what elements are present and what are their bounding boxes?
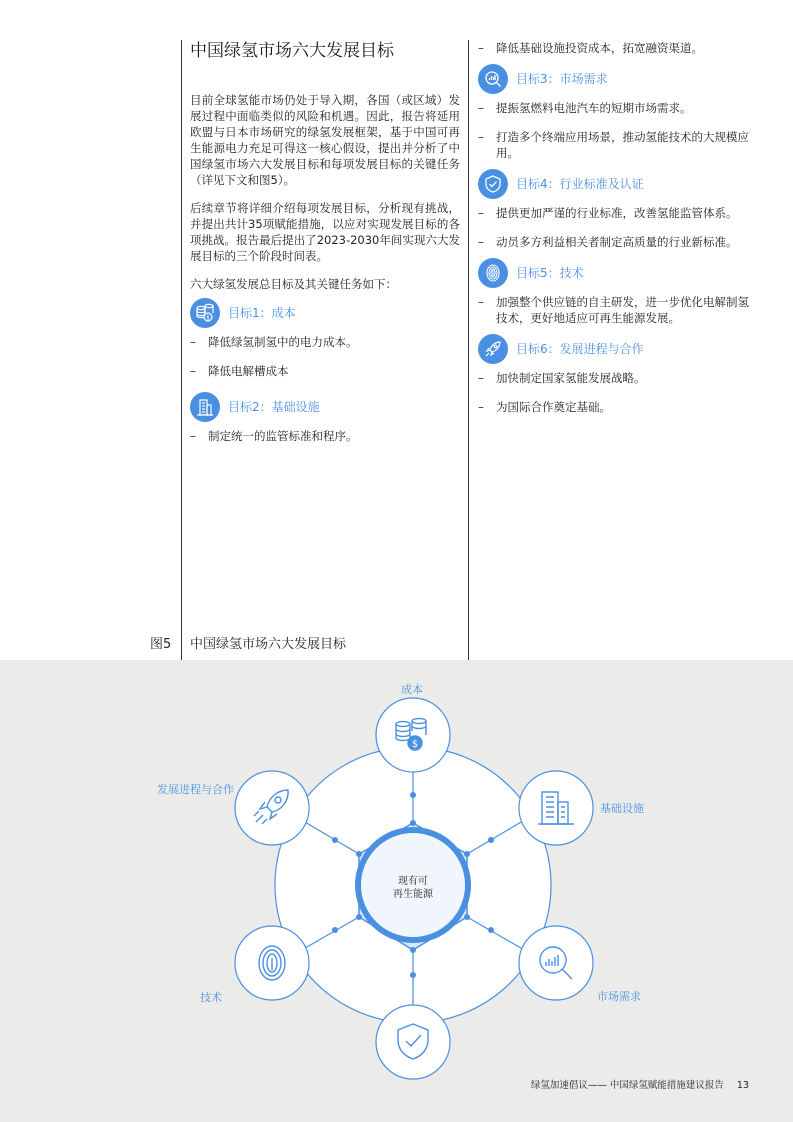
goal-label: 目标2：基础设施 <box>228 400 320 414</box>
goal-heading-1 <box>190 298 460 328</box>
task-item: – 提供更加严谨的行业标准，改善氢能监管体系。 <box>478 206 738 220</box>
task-item: – 提振氢燃料电池汽车的短期市场需求。 <box>478 101 692 115</box>
right-column-rule <box>468 40 469 660</box>
node-label-technology: 技术 <box>200 991 222 1004</box>
left-column <box>190 40 460 457</box>
goal-heading-6 <box>478 334 750 364</box>
task-item: – 降低电解槽成本 <box>190 364 289 378</box>
page-number: 13 <box>736 1080 749 1091</box>
intro-paragraph: 后续章节将详细介绍每项发展目标，分析现有挑战，并提出共计35项赋能措施，以应对实现发展目标的各项挑战。报告最后提出了2023-2030年间实现六大发展目标的三个阶段时间表。 <box>190 201 460 263</box>
node-label-infrastructure: 基础设施 <box>600 802 644 815</box>
goal-label: 目标5：技术 <box>516 266 584 280</box>
node-cost <box>376 698 450 772</box>
task-item: – 降低绿氢制氢中的电力成本。 <box>190 335 358 349</box>
goal-heading-2 <box>190 392 460 422</box>
goal-heading-4 <box>478 169 750 199</box>
goal-heading-3 <box>478 64 750 94</box>
page-title: 中国绿氢市场六大发展目标 <box>190 41 394 61</box>
task-item: – 为国际合作奠定基础。 <box>478 400 611 414</box>
market-analysis-icon <box>478 64 508 94</box>
right-column <box>478 40 750 428</box>
task-item: – 打造多个终端应用场景，推动氢能技术的大规模应用。 <box>478 130 749 160</box>
building-icon <box>190 392 220 422</box>
figure-caption: 中国绿氢市场六大发展目标 <box>190 637 347 652</box>
footer-title: 绿氢加速倡议—— 中国绿氢赋能措施建议报告 <box>530 1080 724 1091</box>
rocket-icon <box>478 334 508 364</box>
node-progress <box>235 771 309 845</box>
node-infrastructure <box>519 771 593 845</box>
task-item: – 降低基础设施投资成本，拓宽融资渠道。 <box>478 41 703 55</box>
task-item: – 制定统一的监管标准和程序。 <box>190 429 358 443</box>
intro-paragraph: 六大绿氢发展总目标及其关键任务如下： <box>190 277 397 291</box>
goal-label: 目标6：发展进程与合作 <box>516 342 644 356</box>
goal-heading-5 <box>478 258 750 288</box>
page-footer <box>531 1077 749 1091</box>
node-label-cost: 成本 <box>401 683 423 696</box>
svg-text:$: $ <box>206 314 210 322</box>
shield-check-icon <box>478 169 508 199</box>
center-label: 现有可 再生能源 <box>393 876 433 900</box>
goal-label: 目标3：市场需求 <box>516 72 608 86</box>
goal-label: 目标1：成本 <box>228 306 296 320</box>
goal-label: 目标4：行业标准及认证 <box>516 177 644 191</box>
node-market-demand <box>519 926 593 1000</box>
svg-text:$: $ <box>411 739 419 750</box>
node-label-progress: 发展进程与合作 <box>157 783 234 796</box>
intro-paragraph: 目前全球氢能市场仍处于导入期，各国（或区域）发展过程中面临类似的风险和机遇。因此，报告将延用欧盟与日本市场研究的绿氢发展框架，基于中国可再生能源电力充足可得这一核心假设，提出并分析了中国绿氢市场六大发展目标和每项发展目标的关键任务（详见下文和图5）。 <box>190 93 460 187</box>
figure-number: 图5 <box>150 637 172 652</box>
task-item: – 动员多方利益相关者制定高质量的行业新标准。 <box>478 235 738 249</box>
left-column-rule <box>181 40 182 660</box>
node-label-market-demand: 市场需求 <box>597 990 641 1003</box>
task-item: – 加快制定国家氢能发展战略。 <box>478 371 646 385</box>
node-standards <box>376 1005 450 1079</box>
task-item: – 加强整个供应链的自主研发，进一步优化电解制氢技术，更好地适应可再生能源发展。 <box>478 295 749 325</box>
figure-diagram <box>0 660 793 1122</box>
coins-dollar-icon <box>190 298 220 328</box>
fingerprint-icon <box>478 258 508 288</box>
